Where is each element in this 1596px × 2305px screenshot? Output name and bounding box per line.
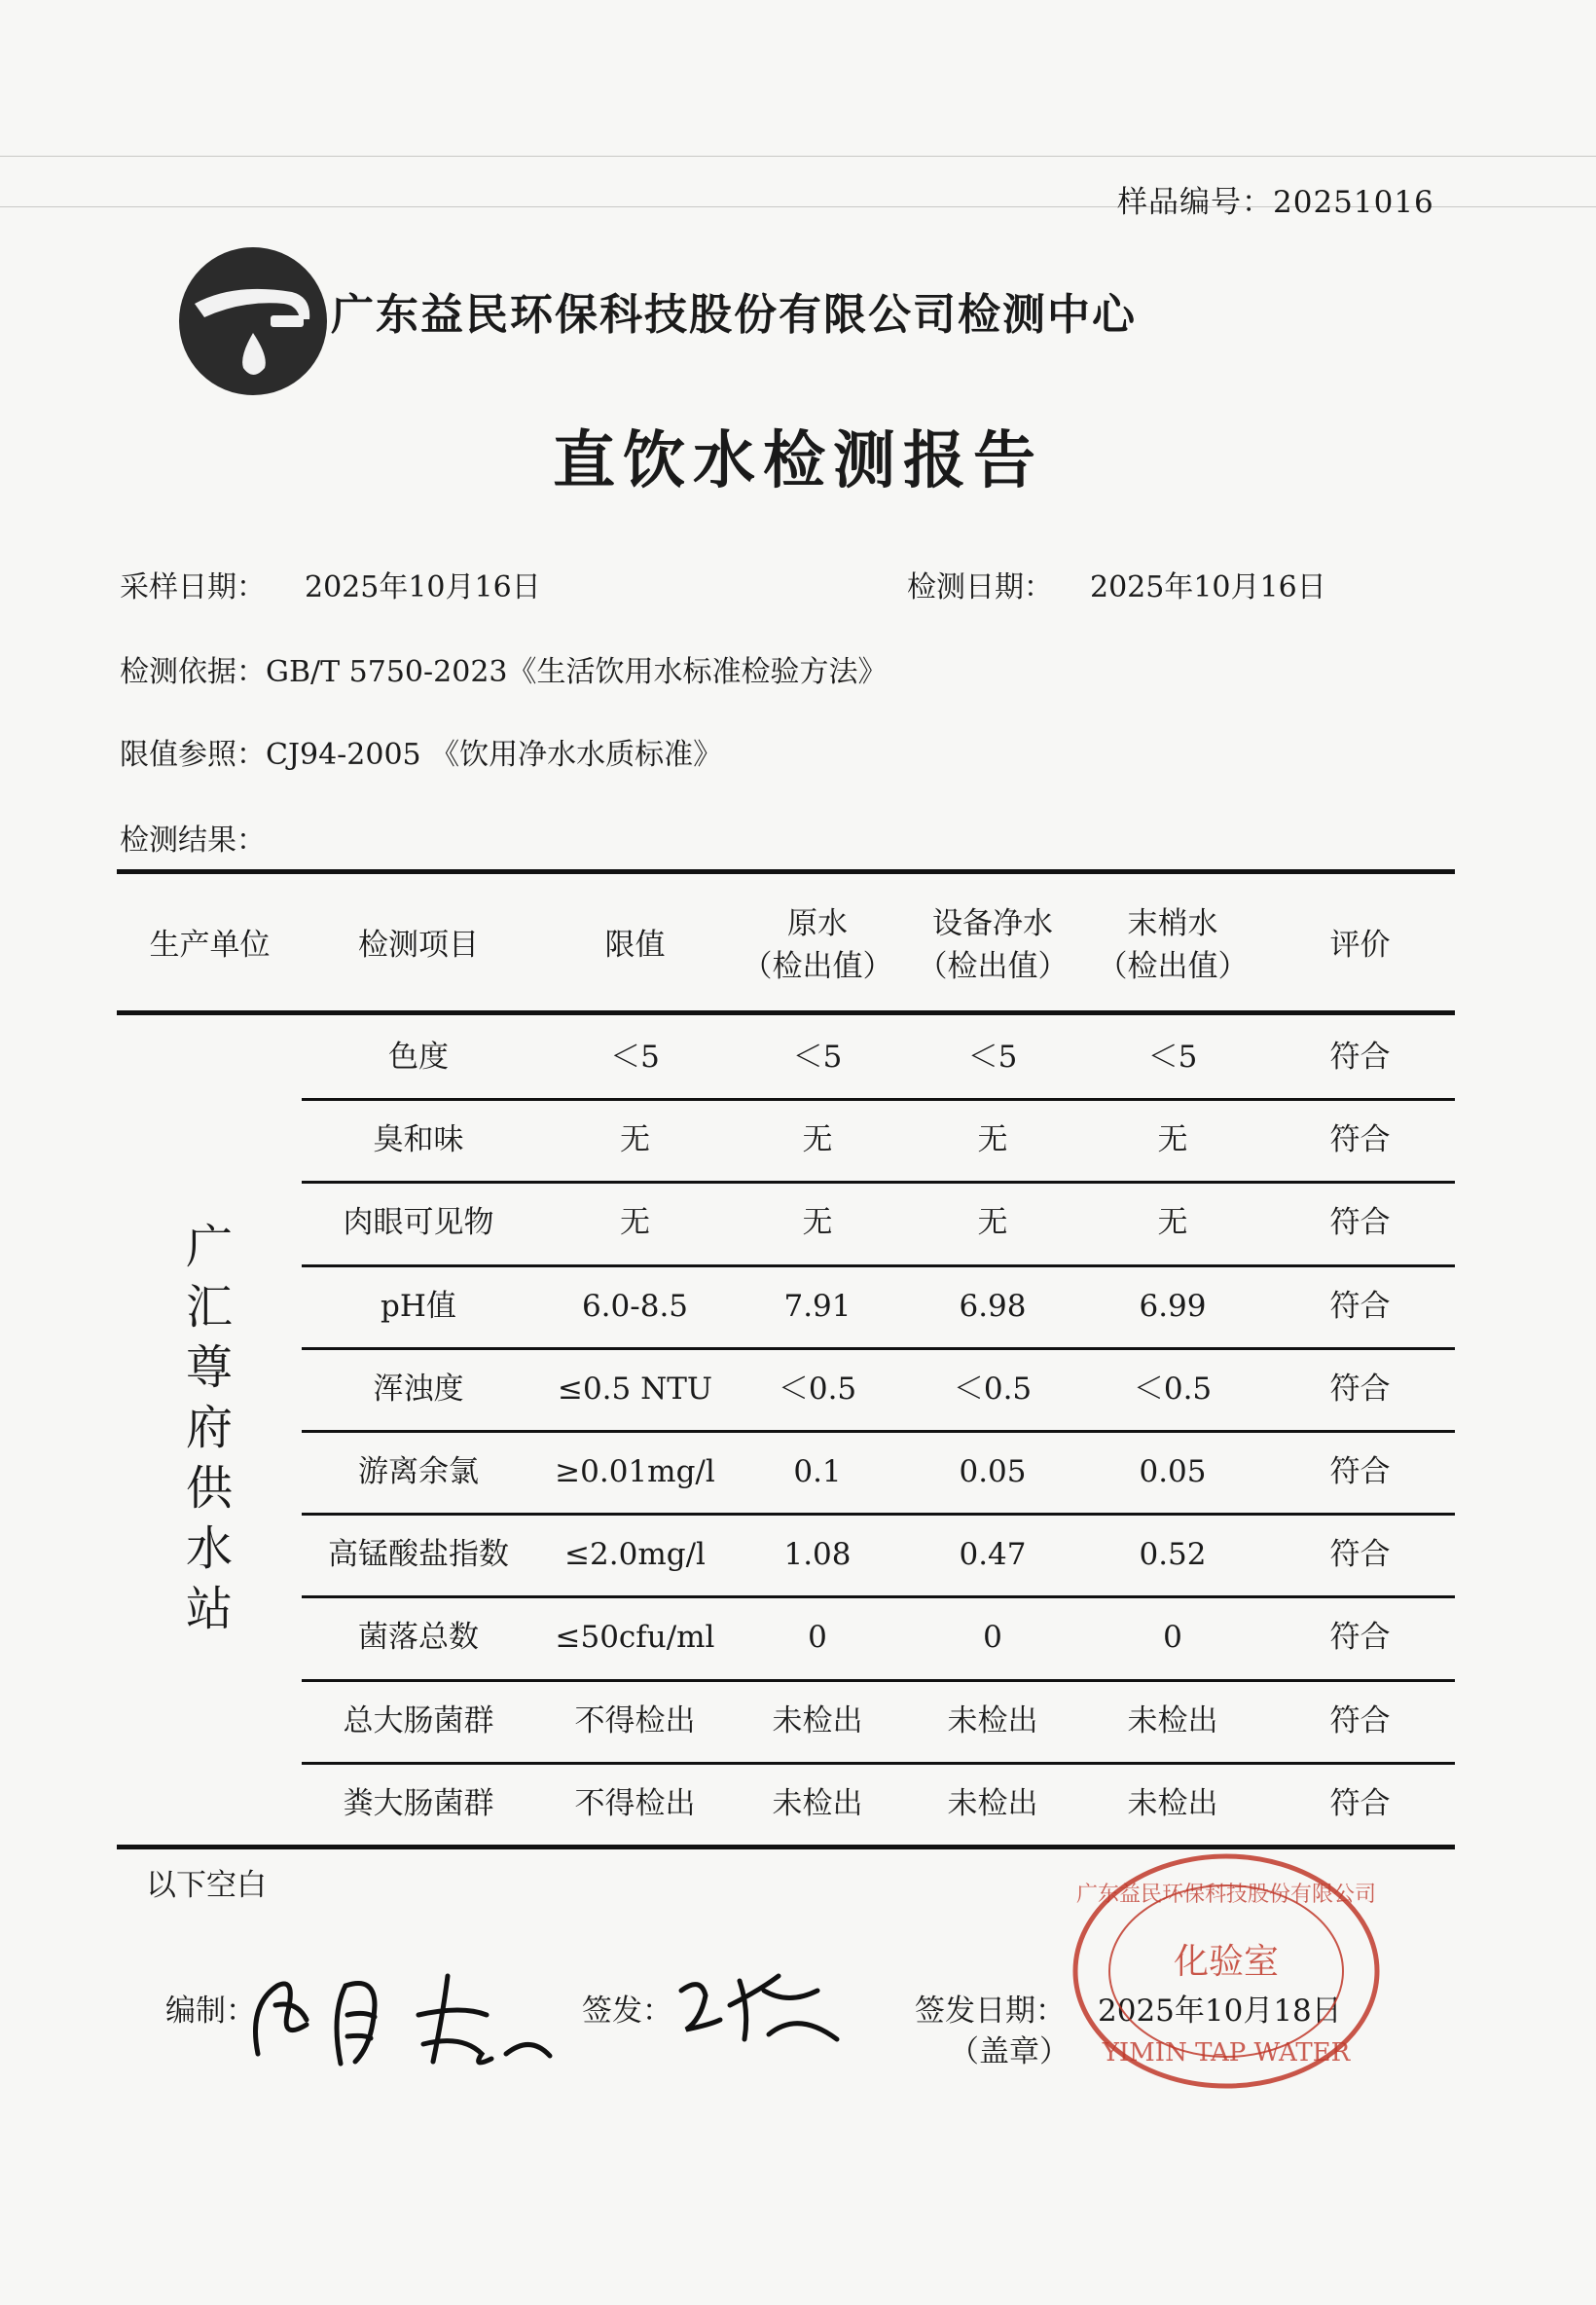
- cell-evaluation: 符合: [1329, 1372, 1391, 1407]
- cell-device-water: 未检出: [947, 1786, 1038, 1821]
- header-item: 检测项目: [358, 928, 479, 963]
- cell-device-water: ＜0.5: [953, 1372, 1033, 1407]
- cell-end-water: 无: [1157, 1122, 1188, 1157]
- test-basis: 检测依据：GB/T 5750-2023《生活饮用水标准检验方法》: [120, 655, 888, 689]
- cell-evaluation: 符合: [1329, 1454, 1391, 1489]
- cell-device-water: 未检出: [947, 1703, 1038, 1738]
- cell-end-water: 未检出: [1127, 1703, 1218, 1738]
- cell-raw-water: 无: [802, 1205, 833, 1240]
- header-end-water-sub: （检出值）: [1097, 949, 1249, 984]
- cell-raw-water: ＜0.5: [778, 1372, 857, 1407]
- cell-device-water: 6.98: [959, 1289, 1027, 1324]
- cell-raw-water: 未检出: [772, 1786, 863, 1821]
- cell-end-water: ＜5: [1147, 1040, 1198, 1075]
- unit-char: 广: [185, 1220, 233, 1274]
- seal-ring-text: 广东益民环保科技股份有限公司: [1075, 1883, 1377, 1907]
- cell-limit: 不得检出: [574, 1703, 696, 1738]
- header-limit: 限值: [604, 928, 666, 963]
- header-evaluation: 评价: [1329, 928, 1391, 963]
- cell-limit: 6.0-8.5: [581, 1289, 689, 1324]
- cell-limit: ≤2.0mg/l: [564, 1537, 706, 1572]
- cell-item: pH值: [381, 1289, 456, 1324]
- header-device-water: 设备净水: [932, 906, 1053, 941]
- unit-char: 汇: [185, 1280, 233, 1335]
- cell-evaluation: 符合: [1329, 1040, 1391, 1075]
- cell-end-water: 0.52: [1139, 1537, 1207, 1572]
- company-logo-icon: [175, 243, 331, 399]
- issued-label: 签发：: [582, 1994, 672, 2029]
- cell-limit: 无: [620, 1122, 650, 1157]
- sample-number: 样品编号：20251016: [1117, 185, 1434, 220]
- blank-note: 以下空白: [146, 1868, 267, 1903]
- cell-raw-water: ＜5: [792, 1040, 843, 1075]
- header-raw-water: 原水: [787, 906, 848, 941]
- cell-item: 菌落总数: [358, 1620, 479, 1655]
- unit-char: 府: [185, 1401, 233, 1455]
- cell-raw-water: 0: [808, 1620, 827, 1655]
- compiler-signature: [238, 1947, 579, 2083]
- cell-evaluation: 符合: [1329, 1289, 1391, 1324]
- seal-bottom-text: YIMIN TAP WATER: [1102, 2038, 1351, 2067]
- unit-char: 水: [185, 1521, 233, 1576]
- cell-raw-water: 未检出: [772, 1703, 863, 1738]
- organization-name: 广东益民环保科技股份有限公司检测中心: [331, 290, 1137, 340]
- cell-raw-water: 无: [802, 1122, 833, 1157]
- results-label: 检测结果：: [120, 823, 266, 858]
- cell-end-water: 0: [1163, 1620, 1182, 1655]
- cell-end-water: ＜0.5: [1133, 1372, 1213, 1407]
- compiled-label: 编制：: [165, 1994, 256, 2029]
- cell-limit: ＜5: [610, 1040, 660, 1075]
- cell-evaluation: 符合: [1329, 1786, 1391, 1821]
- cell-raw-water: 7.91: [783, 1289, 852, 1324]
- header-raw-water-sub: （检出值）: [742, 949, 893, 984]
- cell-item: 肉眼可见物: [343, 1205, 494, 1240]
- cell-item: 总大肠菌群: [343, 1703, 494, 1738]
- seal-center-text: 化验室: [1173, 1942, 1280, 1982]
- seal-stamp: [1066, 1845, 1387, 2098]
- seal-note: （盖章）: [949, 2034, 1070, 2069]
- scan-line: [0, 156, 1596, 157]
- cell-end-water: 0.05: [1139, 1454, 1207, 1489]
- cell-item: 臭和味: [373, 1122, 464, 1157]
- cell-evaluation: 符合: [1329, 1537, 1391, 1572]
- cell-device-water: 0: [983, 1620, 1002, 1655]
- sampling-date-label: 采样日期：: [120, 570, 266, 604]
- cell-end-water: 无: [1157, 1205, 1188, 1240]
- cell-evaluation: 符合: [1329, 1205, 1391, 1240]
- sampling-date: 2025年10月16日: [305, 570, 541, 604]
- cell-device-water: 无: [977, 1122, 1008, 1157]
- cell-raw-water: 1.08: [783, 1537, 852, 1572]
- cell-limit: 无: [620, 1205, 650, 1240]
- issue-date-label: 签发日期：: [915, 1994, 1066, 2029]
- cell-item: 粪大肠菌群: [343, 1786, 494, 1821]
- production-unit-name: [175, 1217, 243, 1639]
- header-unit: 生产单位: [149, 928, 271, 963]
- cell-item: 游离余氯: [358, 1454, 479, 1489]
- cell-limit: ≤0.5 NTU: [557, 1372, 713, 1407]
- unit-char: 供: [185, 1461, 233, 1516]
- cell-end-water: 6.99: [1139, 1289, 1207, 1324]
- cell-limit: 不得检出: [574, 1786, 696, 1821]
- test-date: 2025年10月16日: [1090, 570, 1326, 604]
- cell-limit: ≤50cfu/ml: [555, 1620, 715, 1655]
- cell-evaluation: 符合: [1329, 1620, 1391, 1655]
- test-date-label: 检测日期：: [907, 570, 1053, 604]
- cell-device-water: 0.05: [959, 1454, 1027, 1489]
- issue-date: 2025年10月18日: [1098, 1994, 1342, 2029]
- limit-reference: 限值参照：CJ94-2005 《饮用净水水质标准》: [120, 738, 723, 772]
- issuer-signature: [671, 1952, 856, 2059]
- table-top-rule: [117, 869, 1455, 874]
- cell-item: 高锰酸盐指数: [328, 1537, 509, 1572]
- cell-evaluation: 符合: [1329, 1122, 1391, 1157]
- cell-device-water: ＜5: [967, 1040, 1018, 1075]
- cell-evaluation: 符合: [1329, 1703, 1391, 1738]
- unit-char: 尊: [185, 1340, 233, 1395]
- cell-item: 浑浊度: [373, 1372, 464, 1407]
- report-title: 直饮水检测报告: [553, 424, 1043, 497]
- cell-device-water: 无: [977, 1205, 1008, 1240]
- unit-char: 站: [185, 1582, 233, 1636]
- header-end-water: 末梢水: [1127, 906, 1218, 941]
- cell-raw-water: 0.1: [793, 1454, 842, 1489]
- cell-device-water: 0.47: [959, 1537, 1027, 1572]
- cell-limit: ≥0.01mg/l: [555, 1454, 715, 1489]
- cell-end-water: 未检出: [1127, 1786, 1218, 1821]
- cell-item: 色度: [388, 1040, 449, 1075]
- header-device-water-sub: （检出值）: [917, 949, 1069, 984]
